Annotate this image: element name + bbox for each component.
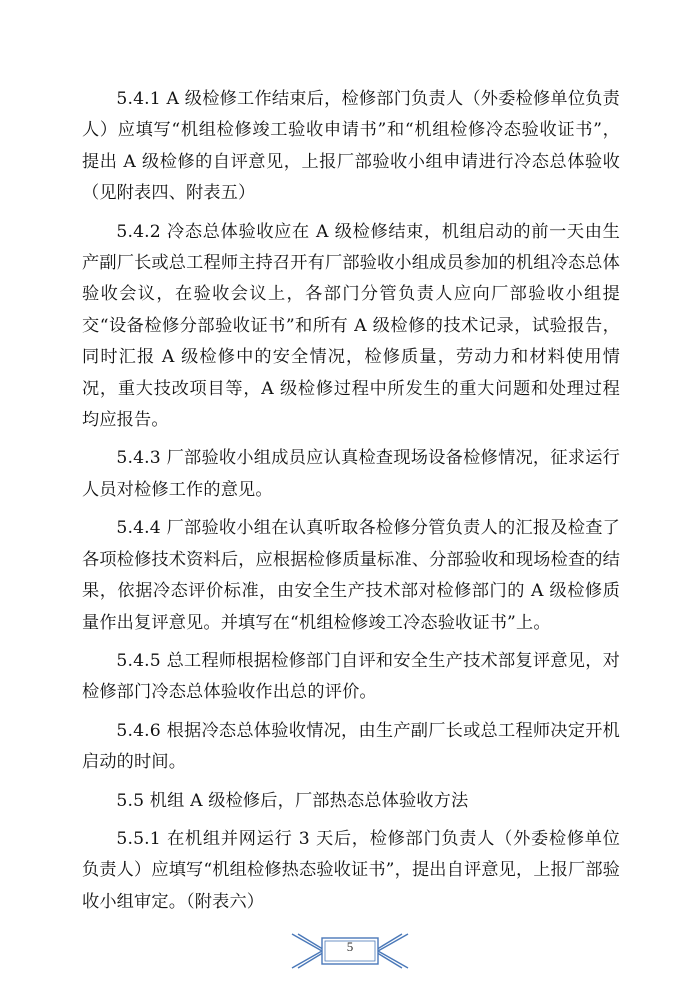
body-text — [82, 84, 620, 925]
page-footer — [0, 926, 700, 976]
paragraph-5-4-1: 5.4.1 A 级检修工作结束后，检修部门负责人（外委检修单位负责人）应填写“机组检修竣工验收申请书”和“机组检修冷态验收证书”，提出 A 级检修的自评意见，上报厂部验收小组申请进行冷态总体验收（见附表四、附表五） — [82, 89, 620, 204]
paragraph-5-4-4: 5.4.4 厂部验收小组在认真听取各检修分管负责人的汇报及检查了各项检修技术资料后，应根据检修质量标准、分部验收和现场检查的结果，依据冷态评价标准，由安全生产技术部对检修部门的 A 级检修质量作出复评意见。并填写在“机组检修竣工冷态验收证书”上。 — [82, 518, 620, 633]
paragraph-5-4-6: 5.4.6 根据冷态总体验收情况，由生产副厂长或总工程师决定开机启动的时间。 — [82, 720, 620, 773]
paragraph-5-4-5: 5.4.5 总工程师根据检修部门自评和安全生产技术部复评意见，对检修部门冷态总体验收作出总的评价。 — [82, 650, 620, 703]
paragraph-5-5-1: 5.5.1 在机组并网运行 3 天后，检修部门负责人（外委检修单位负责人）应填写“机组检修热态验收证书”，提出自评意见，上报厂部验收小组审定。（附表六） — [82, 828, 621, 912]
paragraph-5-4-2: 5.4.2 冷态总体验收应在 A 级检修结束，机组启动的前一天由生产副厂长或总工程师主持召开有厂部验收小组成员参加的机组冷态总体验收会议，在验收会议上，各部门分管负责人应向厂部验收小组提交“设备检修分部验收证书”和所有 A 级检修的技术记录，试验报告，同时汇报 A 级检修中的安全情况，检修质量，劳动力和材料使用情况，重大技改项目等，A 级检修过程中所发生的重大问题和处理过程均应报告。 — [82, 221, 620, 431]
page-number: 5 — [346, 939, 354, 954]
paragraph-5-4-3: 5.4.3 厂部验收小组成员应认真检查现场设备检修情况，征求运行人员对检修工作的意见。 — [82, 448, 620, 500]
section-heading-5-5: 5.5 机组 A 级检修后，厂部热态总体验收方法 — [116, 790, 469, 811]
